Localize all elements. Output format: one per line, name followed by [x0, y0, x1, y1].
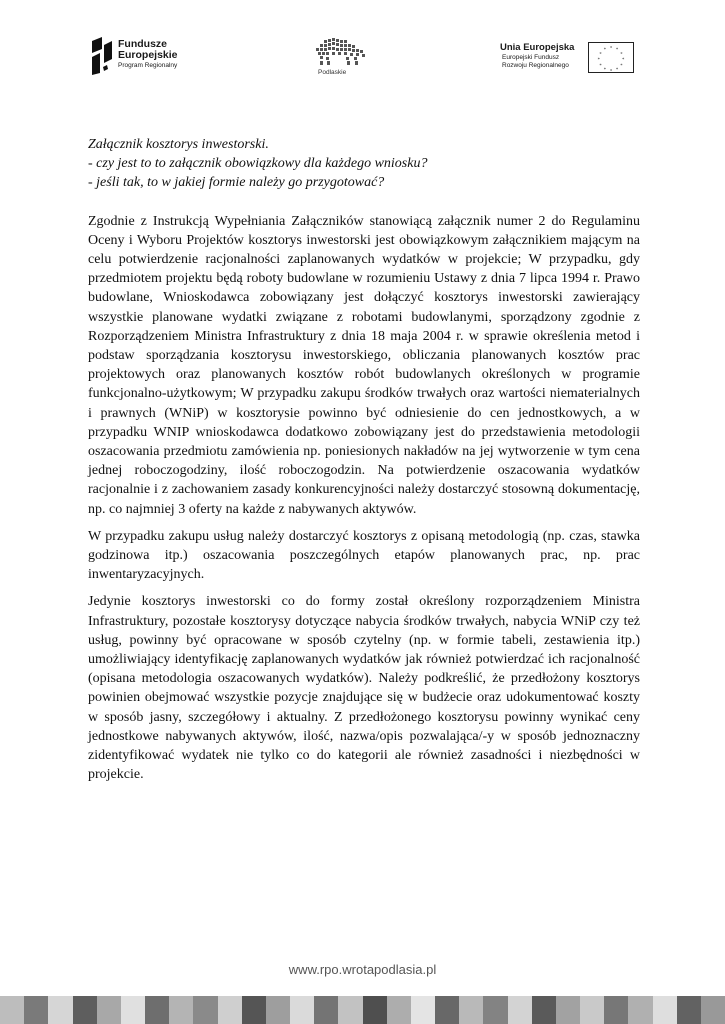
svg-text:*: *: [599, 63, 602, 69]
footer-bar-segment: [363, 996, 387, 1024]
fundusze-europejskie-logo: [90, 35, 210, 85]
svg-text:*: *: [620, 63, 623, 69]
eu-flag-icon: [588, 42, 634, 73]
question-title: Załącznik kosztorys inwestorski.: [88, 137, 269, 152]
footer-bar-segment: [459, 996, 483, 1024]
eu-logo-line3: Rozwoju Regionalnego: [502, 62, 569, 69]
footer-bar-segment: [483, 996, 507, 1024]
footer-bar-segment: [580, 996, 604, 1024]
footer-bar-segment: [628, 996, 652, 1024]
fe-logo-line3: Program Regionalny: [118, 62, 178, 69]
question-block: [88, 135, 640, 193]
footer-bar-segment: [169, 996, 193, 1024]
eu-logo-line1: Unia Europejska: [500, 42, 575, 53]
question-line: - jeśli tak, to w jakiej formie należy go przygotować?: [88, 175, 385, 191]
footer-bar-segment: [97, 996, 121, 1024]
fe-logo-line2: Europejskie: [118, 49, 178, 61]
fundusze-europejskie-icon: [90, 35, 114, 75]
svg-text:*: *: [603, 68, 607, 73]
footer-bar-segment: [73, 996, 97, 1024]
svg-text:*: *: [620, 52, 623, 58]
svg-text:*: *: [597, 58, 601, 64]
footer-bar-segment: [24, 996, 48, 1024]
svg-text:*: *: [621, 58, 625, 64]
footer-bar-segment: [411, 996, 435, 1024]
page-header: [0, 0, 725, 100]
footer-bar-segment: [338, 996, 362, 1024]
svg-text:*: *: [609, 69, 613, 73]
fe-logo-line1: Fundusze: [118, 38, 167, 50]
footer-bar-segment: [290, 996, 314, 1024]
footer-bar-segment: [314, 996, 338, 1024]
podlaskie-label: Podlaskie: [318, 69, 347, 76]
footer-url: www.rpo.wrotapodlasia.pl: [288, 962, 437, 977]
footer-bar-segment: [677, 996, 701, 1024]
footer-bar-segment: [218, 996, 242, 1024]
footer-bar-segment: [266, 996, 290, 1024]
answer-paragraph: Zgodnie z Instrukcją Wypełniania Załączników stanowiącą załącznik numer 2 do Regulaminu Oceny i Wyboru Projektów kosztorys inwestorski jest obowiązkowym załącznikiem mającym na celu potwierdzenie racjonalności zaplanowanych wydatków w projekcie; W przypadku, gdy przedmiotem projektu będą roboty budowlane w rozumieniu Ustawy z dnia 7 lipca 1994 r. Prawo budowlane, Wnioskodawca zobowiązany jest dołączyć kosztorys inwestorski zawierający wszystkie planowane wydatki związane z robotami budowlanymi, sporządzony zgodnie z Rozporządzeniem Ministra Infrastruktury z dnia 18 maja 2004 r. w sprawie określenia metod i podstaw sporządzania kosztorysu inwestorskiego, obliczania planowanych kosztów prac projektowych oraz planowanych kosztów robót budowlanych określonych w programie funkcjonalno-użytkowym; W przypadku zakupu środków trwałych oraz wartości niematerialnych i prawnych (WNiP) w kosztorysie powinno być odniesienie do cen jednostkowych, a w przypadku WNIP wnioskodawca dodatkowo zobowiązany jest do przedstawienia metodologii oszacowania przedmiotu zamówienia np. poniesionych nakładów na jej wytworzenie w tym cena jednej roboczogodziny, ilość roboczogodzin. Na potwierdzenie oszacowania wydatków racjonalnie i z zachowaniem zasady konkurencyjności należy dostarczyć stosowną dokumentację, np. co najmniej 3 oferty na każde z nabywanych aktywów.: [88, 213, 640, 517]
svg-text:*: *: [609, 46, 613, 52]
footer-bar-segment: [193, 996, 217, 1024]
footer-decorative-bar: [0, 996, 725, 1024]
footer-bar-segment: [0, 996, 24, 1024]
question-line: - czy jest to to załącznik obowiązkowy dla każdego wniosku?: [88, 156, 428, 172]
footer-bar-segment: [48, 996, 72, 1024]
svg-text:*: *: [615, 48, 619, 54]
bison-icon: [312, 38, 368, 68]
footer-bar-segment: [145, 996, 169, 1024]
footer-bar-segment: [701, 996, 725, 1024]
footer-bar-segment: [604, 996, 628, 1024]
answer-paragraph: W przypadku zakupu usług należy dostarczyć kosztorys z opisaną metodologią (np. czas, stawka godzinowa itp.) oszacowania poszczególnych etapów planowanych prac, np. prac inwentaryzacyjnych.: [88, 528, 640, 583]
eu-logo-line2: Europejski Fundusz: [502, 54, 560, 61]
footer-bar-segment: [435, 996, 459, 1024]
svg-text:*: *: [599, 52, 602, 58]
footer-bar-segment: [387, 996, 411, 1024]
eu-logo: [500, 42, 640, 82]
podlaskie-logo: [312, 38, 368, 80]
svg-text:*: *: [615, 68, 619, 73]
answer-paragraph: Jedynie kosztorys inwestorski co do formy został określony rozporządzeniem Ministra Infrastruktury, pozostałe kosztorysy dotyczące nabycia środków trwałych, nabycia WNiP czy też usług, powinny być opracowane w sposób czytelny (np. w formie tabeli, zestawienia itp.) umożliwiający identyfikację zaplanowanych wydatków jak również potwierdzać ich racjonalność (opisana metodologia oszacowanych wydatków). Należy podkreślić, że przedłożony kosztorys powinien obejmować wszystkie pozycje znajdujące się w budżecie oraz udokumentować koszty w sposób jasny, szczegółowy i aktualny. Z przedłożonego kosztorysu powinny wynikać ceny jednostkowe nabywanych aktywów, ilość, nazwa/opis pozwalająca/-y w sposób jednoznaczny zidentyfikować wydatek nie tylko co do kategorii ale również zasadności i niezbędności w projekcie.: [88, 594, 640, 783]
footer-bar-segment: [532, 996, 556, 1024]
svg-text:*: *: [603, 48, 607, 54]
footer-bar-segment: [242, 996, 266, 1024]
document-body: [88, 135, 640, 793]
footer-bar-segment: [508, 996, 532, 1024]
footer-bar-segment: [653, 996, 677, 1024]
footer-bar-segment: [556, 996, 580, 1024]
footer-bar-segment: [121, 996, 145, 1024]
